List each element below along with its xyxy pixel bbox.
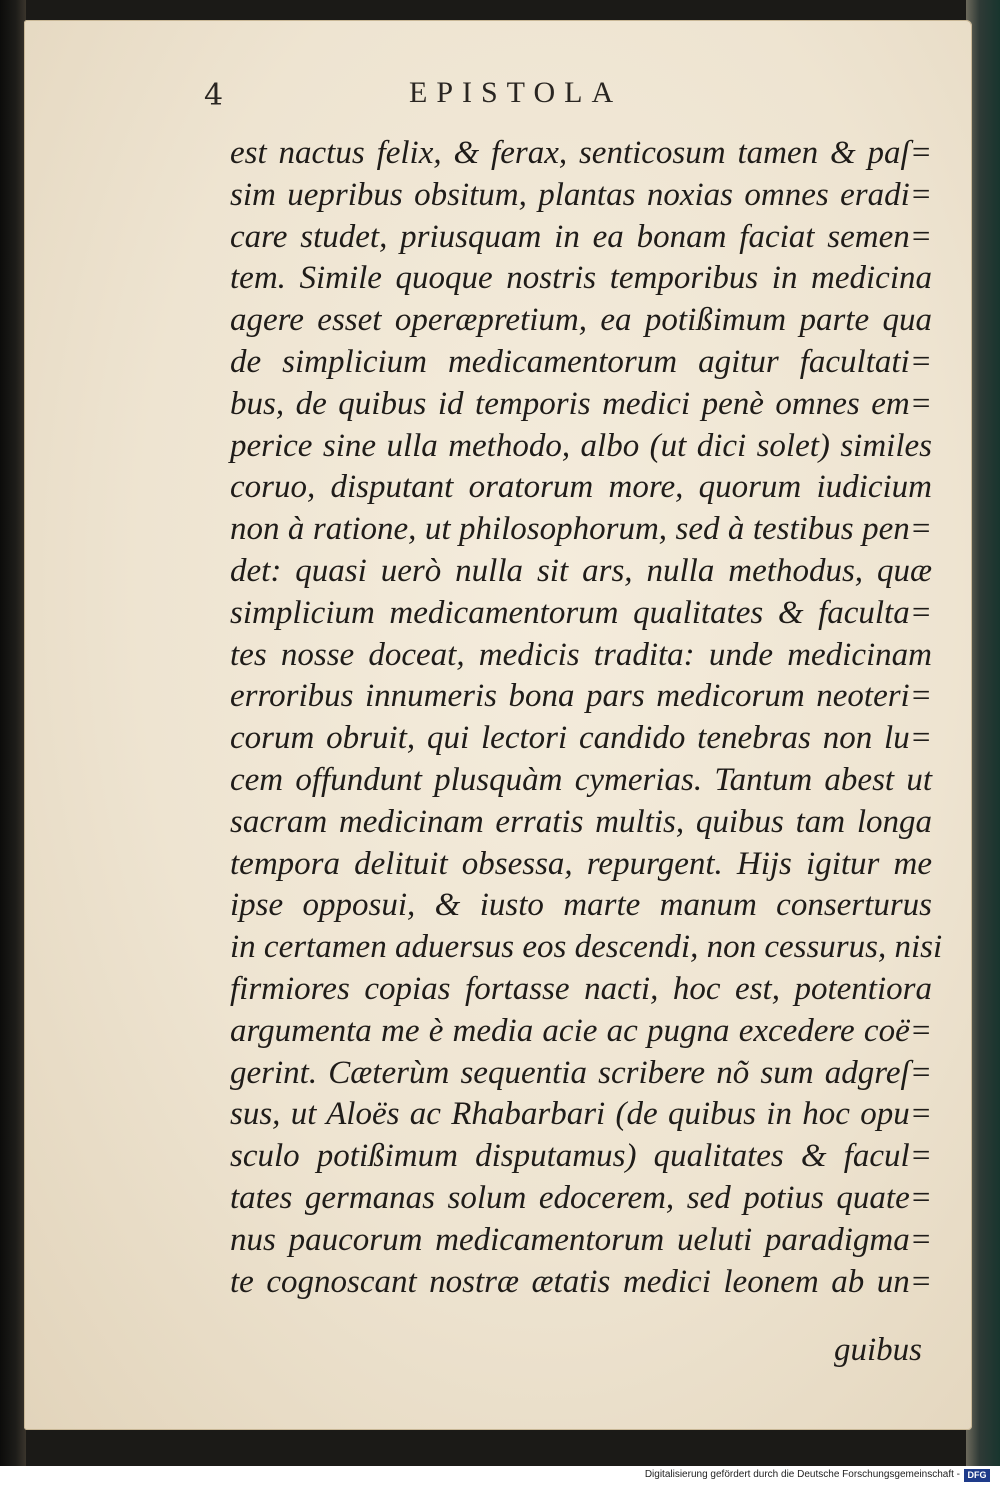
dfg-logo-icon: DFG (964, 1469, 990, 1482)
footer-credit: Digitalisierung gefördert durch die Deutsche Forschungsgemeinschaft - (644, 1469, 960, 1480)
text-line: est nactus felix, & ferax, senticosum tamen & paſ= (230, 135, 932, 171)
text-line: coruo, disputant oratorum more, quorum iudicium (230, 469, 932, 506)
text-line: sacram medicinam erratis multis, quibus tam longa (230, 803, 932, 840)
text-line: simplicium medicamentorum qualitates & faculta= (230, 594, 932, 631)
text-line: te cognoscant nostræ ætatis medici leonem ab un= (230, 1263, 932, 1300)
text-line: de simplicium medicamentorum agitur facultati= (230, 343, 932, 380)
scan-left-edge (0, 0, 26, 1466)
text-line: care studet, priusquam in ea bonam faciat semen= (230, 218, 932, 255)
text-line: tes nosse doceat, medicis tradita: unde medicinam (230, 636, 932, 673)
text-line: cem offundunt plusquàm cymerias. Tantum abest ut (230, 761, 932, 798)
text-line: sus, ut Aloës ac Rhabarbari (de quibus in hoc opu= (230, 1096, 932, 1133)
text-line: det: quasi uerò nulla sit ars, nulla methodus, quæ (230, 552, 932, 589)
text-line: gerint. Cæterùm sequentia scribere nõ sum adgreſ= (230, 1054, 932, 1091)
text-line: agere esset operæpretium, ea potißimum parte qua (230, 302, 932, 339)
text-line: erroribus innumeris bona pars medicorum neoteri= (230, 678, 932, 715)
text-line: tempora delituit obsessa, repurgent. Hijs igitur me (230, 845, 932, 882)
text-line: corum obruit, qui lectori candido tenebras non lu= (230, 720, 932, 757)
text-line: non à ratione, ut philosophorum, sed à testibus pen= (230, 511, 932, 548)
text-line: sim uepribus obsitum, plantas noxias omnes eradi= (230, 176, 932, 213)
text-line: argumenta me è media acie ac pugna excedere coë= (230, 1012, 932, 1049)
body-text (230, 133, 943, 1303)
page-number: 4 (204, 78, 224, 113)
text-line: bus, de quibus id temporis medici penè omnes em= (230, 385, 932, 422)
text-line: tem. Simile quoque nostris temporibus in medicina (230, 260, 932, 297)
book-page (24, 20, 972, 1430)
text-line: nus paucorum medicamentorum ueluti paradigma= (230, 1221, 932, 1258)
text-line: ipse opposui, & iusto marte manum conserturus (230, 887, 932, 924)
text-line: perice sine ulla methodo, albo (ut dici solet) similes (230, 427, 932, 464)
text-line: sculo potißimum disputamus) qualitates & facul= (230, 1138, 932, 1175)
text-line: firmiores copias fortasse nacti, hoc est, potentiora (230, 970, 932, 1007)
text-line: tates germanas solum edocerem, sed potius quate= (230, 1179, 932, 1216)
catchword: guibus (834, 1332, 923, 1368)
text-line: in certamen aduersus eos descendi, non cessurus, nisi (230, 929, 943, 966)
running-head: EPISTOLA (409, 76, 623, 109)
